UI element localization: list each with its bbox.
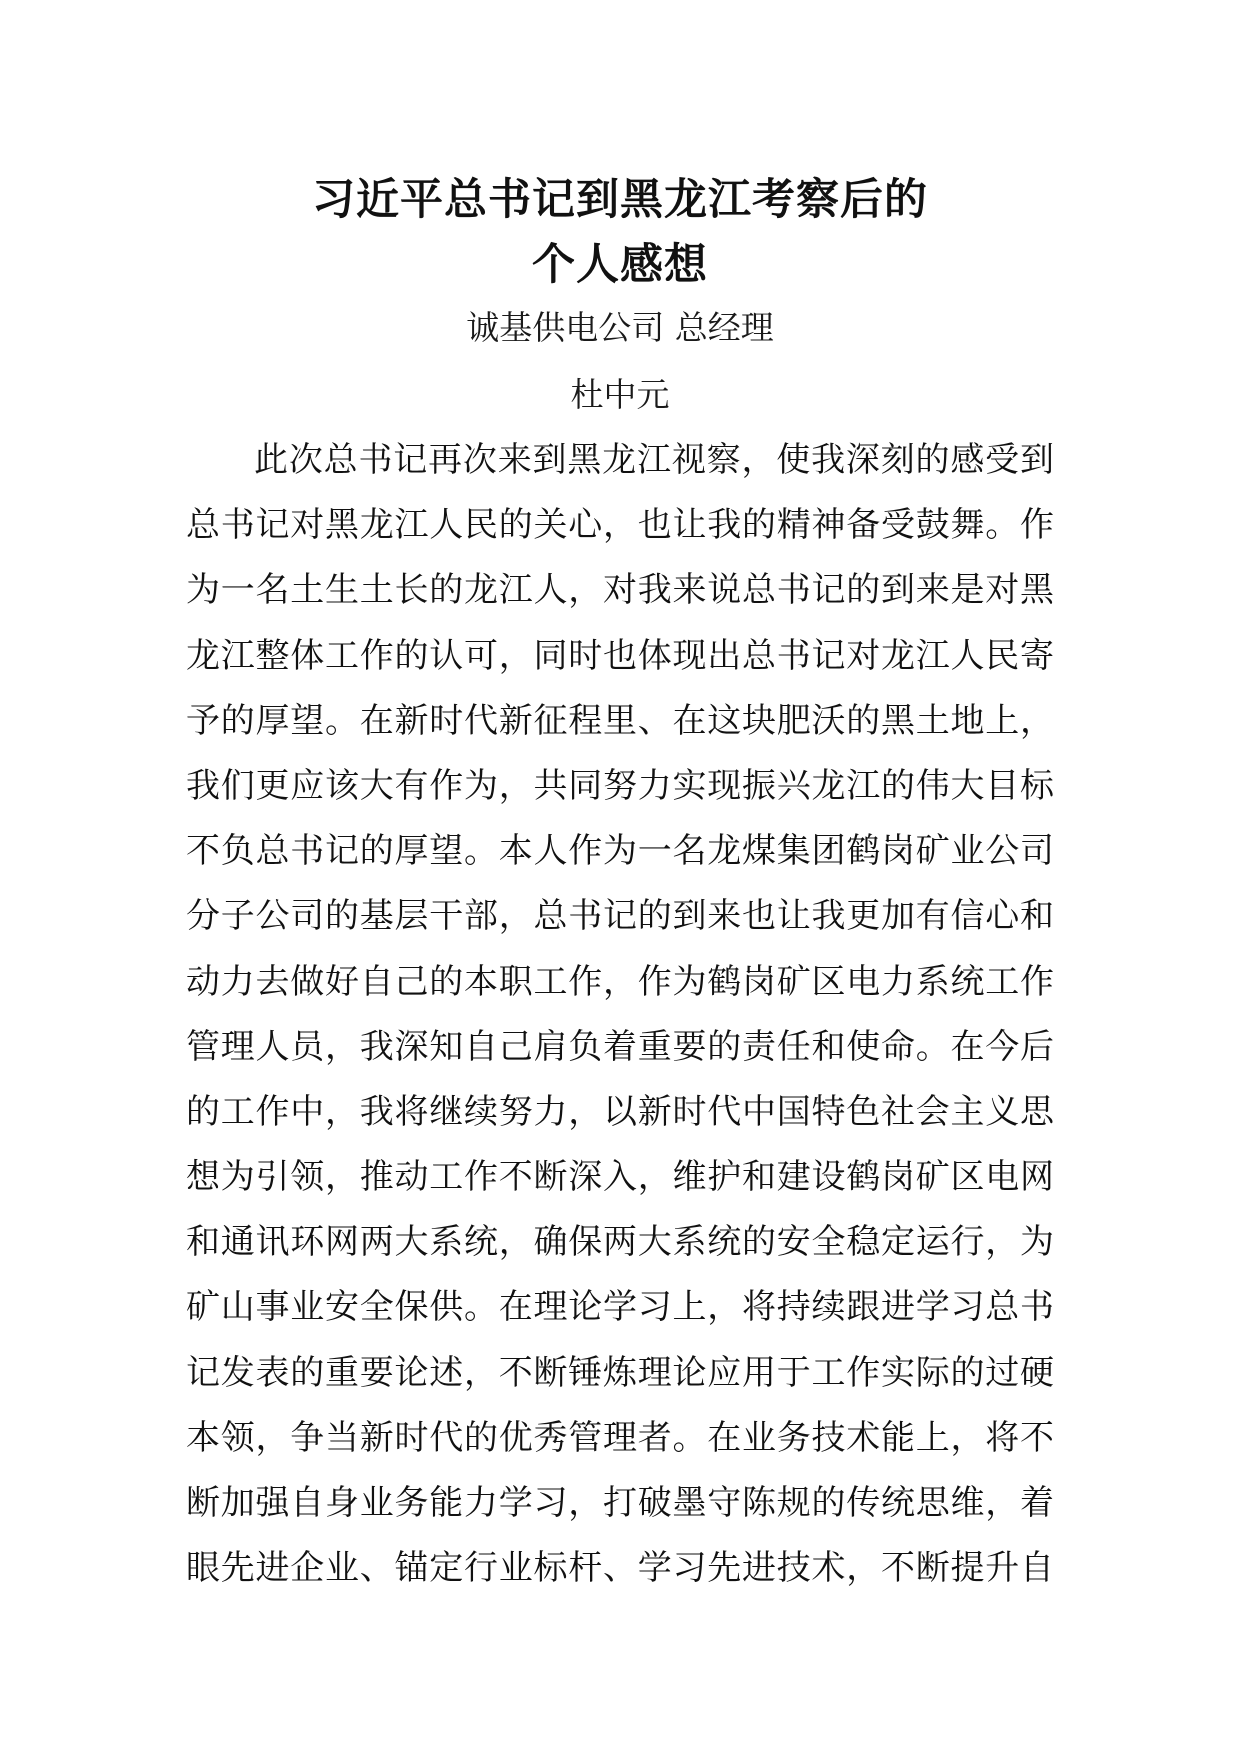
paragraph-line: 分子公司的基层干部，总书记的到来也让我更加有信心和 (186, 896, 1054, 937)
author-organization: 诚基供电公司 总经理 (466, 308, 774, 347)
paragraph-line: 我们更应该大有作为，共同努力实现振兴龙江的伟大目标 (186, 765, 1054, 806)
paragraph-line: 龙江整体工作的认可，同时也体现出总书记对龙江人民寄 (186, 635, 1054, 676)
paragraph-line: 总书记对黑龙江人民的关心，也让我的精神备受鼓舞。作 (186, 505, 1054, 546)
paragraph-line: 为一名土生土长的龙江人，对我来说总书记的到来是对黑 (186, 570, 1054, 611)
paragraph-line: 不负总书记的厚望。本人作为一名龙煤集团鹤岗矿业公司 (186, 831, 1054, 872)
paragraph-line: 此次总书记再次来到黑龙江视察，使我深刻的感受到 (254, 440, 1054, 480)
paragraph-line: 予的厚望。在新时代新征程里、在这块肥沃的黑土地上， (186, 700, 1054, 741)
paragraph-line: 管理人员，我深知自己肩负着重要的责任和使命。在今后 (186, 1026, 1054, 1067)
paragraph-line: 矿山事业安全保供。在理论学习上，将持续跟进学习总书 (186, 1287, 1054, 1328)
paragraph-line: 动力去做好自己的本职工作，作为鹤岗矿区电力系统工作 (186, 961, 1054, 1002)
paragraph-line: 断加强自身业务能力学习，打破墨守陈规的传统思维，着 (186, 1483, 1054, 1523)
paragraph-line: 记发表的重要论述，不断锤炼理论应用于工作实际的过硬 (186, 1352, 1054, 1393)
paragraph-line: 本领，争当新时代的优秀管理者。在业务技术能上，将不 (186, 1417, 1054, 1458)
author-name: 杜中元 (570, 375, 670, 414)
document-title-line-2: 个人感想 (532, 240, 708, 290)
paragraph-line: 眼先进企业、锚定行业标杆、学习先进技术，不断提升自 (186, 1548, 1054, 1589)
paragraph-line: 和通讯环网两大系统，确保两大系统的安全稳定运行，为 (186, 1222, 1054, 1263)
paragraph-line: 想为引领，推动工作不断深入，维护和建设鹤岗矿区电网 (186, 1157, 1054, 1198)
body-paragraph (186, 428, 1054, 1601)
paragraph-line: 的工作中，我将继续努力，以新时代中国特色社会主义思 (186, 1091, 1054, 1132)
document-title-line-1: 习近平总书记到黑龙江考察后的 (312, 175, 928, 225)
